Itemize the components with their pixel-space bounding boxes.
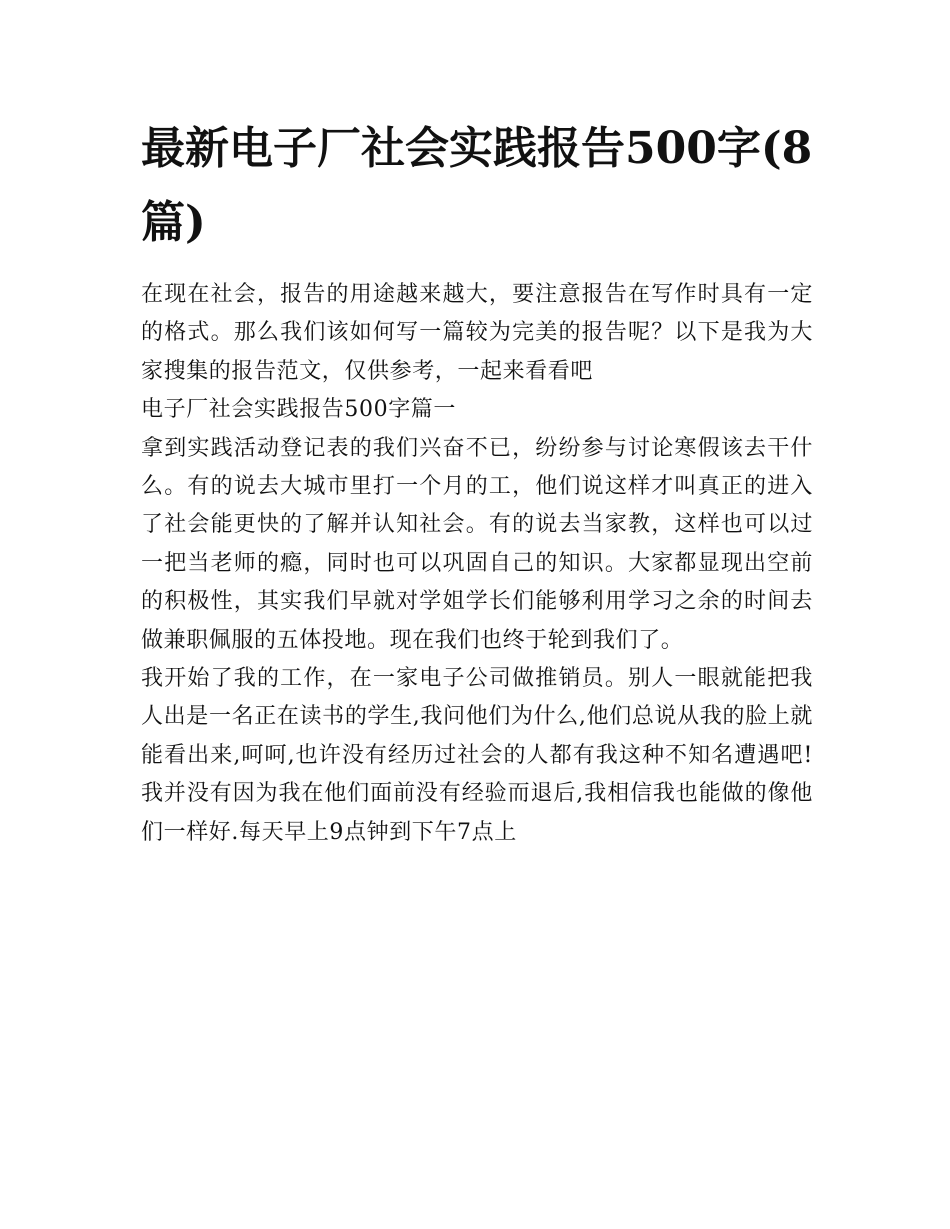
document-body — [141, 112, 813, 852]
body-paragraph: 拿到实践活动登记表的我们兴奋不已，纷纷参与讨论寒假该去干什么。有的说去大城市里打一个月的工，他们说这样才叫真正的进入了社会能更快的了解并认知社会。有的说去当家教，这样也可以过一把当老师的瘾，同时也可以巩固自己的知识。大家都显现出空前的积极性，其实我们早就对学姐学长们能够利用学习之余的时间去做兼职佩服的五体投地。现在我们也终于轮到我们了。 — [141, 435, 813, 653]
page-title: 最新电子厂社会实践报告500字(8篇) — [141, 123, 813, 248]
intro-paragraph: 在现在社会，报告的用途越来越大，要注意报告在写作时具有一定的格式。那么我们该如何写一篇较为完美的报告呢？以下是我为大家搜集的报告范文，仅供参考，一起来看看吧 — [141, 282, 813, 384]
body-paragraph: 我开始了我的工作，在一家电子公司做推销员。别人一眼就能把我人出是一名正在读书的学生,我问他们为什么,他们总说从我的脸上就能看出来,呵呵,也许没有经历过社会的人都有我这种不知名遭遇吧!我并没有因为我在他们面前没有经验而退后,我相信我也能做的像他们一样好.每天早上9点钟到下午7点上 — [141, 666, 813, 845]
section-heading: 电子厂社会实践报告500字篇一 — [141, 397, 456, 423]
